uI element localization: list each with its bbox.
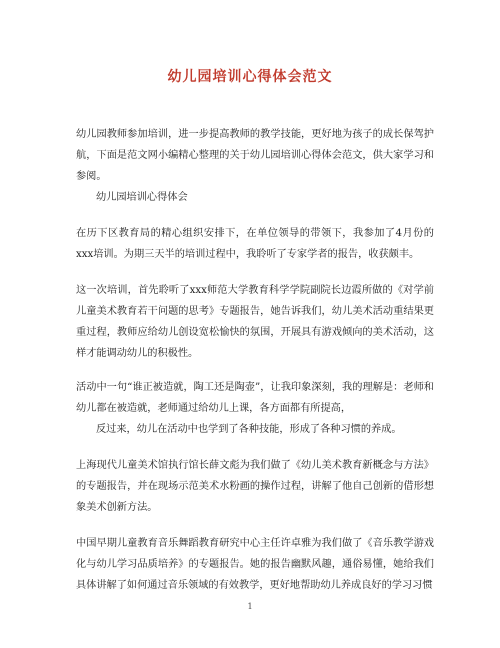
- body-paragraph-4: 反过来，幼儿在活动中也学到了各种技能，形成了各种习惯的养成。: [96, 424, 402, 435]
- body-paragraph-3: 活动中一句“谁正被造就，陶工还是陶壶”，让我印象深刻，我的理解是：老师和幼儿都在被造就，老师通过给幼儿上课，各方面都有所提高，: [76, 382, 434, 414]
- body-paragraph-2: 这一次培训，首先聆听了xxx师范大学教育科学学院副院长边霞所做的《对学前儿童美术教育若干问题的思考》专题报告，她告诉我们，幼儿美术活动重结果更重过程，教师应给幼儿创设宽松愉快的氛围，开展具有游戏倾向的美术活动，这样才能调动幼儿的积极性。: [76, 285, 434, 359]
- intro-paragraph: 幼儿园教师参加培训，进一步提高教师的教学技能，更好地为孩子的成长保驾护航，下面是范文网小编精心整理的关于幼儿园培训心得体会范文，供大家学习和参阅。: [76, 129, 434, 182]
- page-number: 1: [247, 602, 253, 611]
- body-paragraph-1: 在历下区教育局的精心组织安排下，在单位领导的带领下，我参加了4月份的xxx培训。为期三天半的培训过程中，我聆听了专家学者的报告，收获颇丰。: [76, 228, 434, 260]
- document-title: 幼儿园培训心得体会范文: [167, 69, 333, 85]
- body-paragraph-5: 上海现代儿童美术馆执行馆长薛文彪为我们做了《幼儿美术教育新概念与方法》的专题报告，并在现场示范美术水粉画的操作过程，讲解了他自己创新的借形想象美术创新方法。: [76, 460, 434, 513]
- section-heading: 幼儿园培训心得体会: [96, 192, 188, 203]
- body-paragraph-6: 中国早期儿童教育音乐舞蹈教育研究中心主任许卓雅为我们做了《音乐教学游戏化与幼儿学习品质培养》的专题报告。她的报告幽默风趣，通俗易懂，她给我们具体讲解了如何通过音乐领域的有效教学，更好地帮助幼儿养成良好的学习习惯: [76, 538, 434, 591]
